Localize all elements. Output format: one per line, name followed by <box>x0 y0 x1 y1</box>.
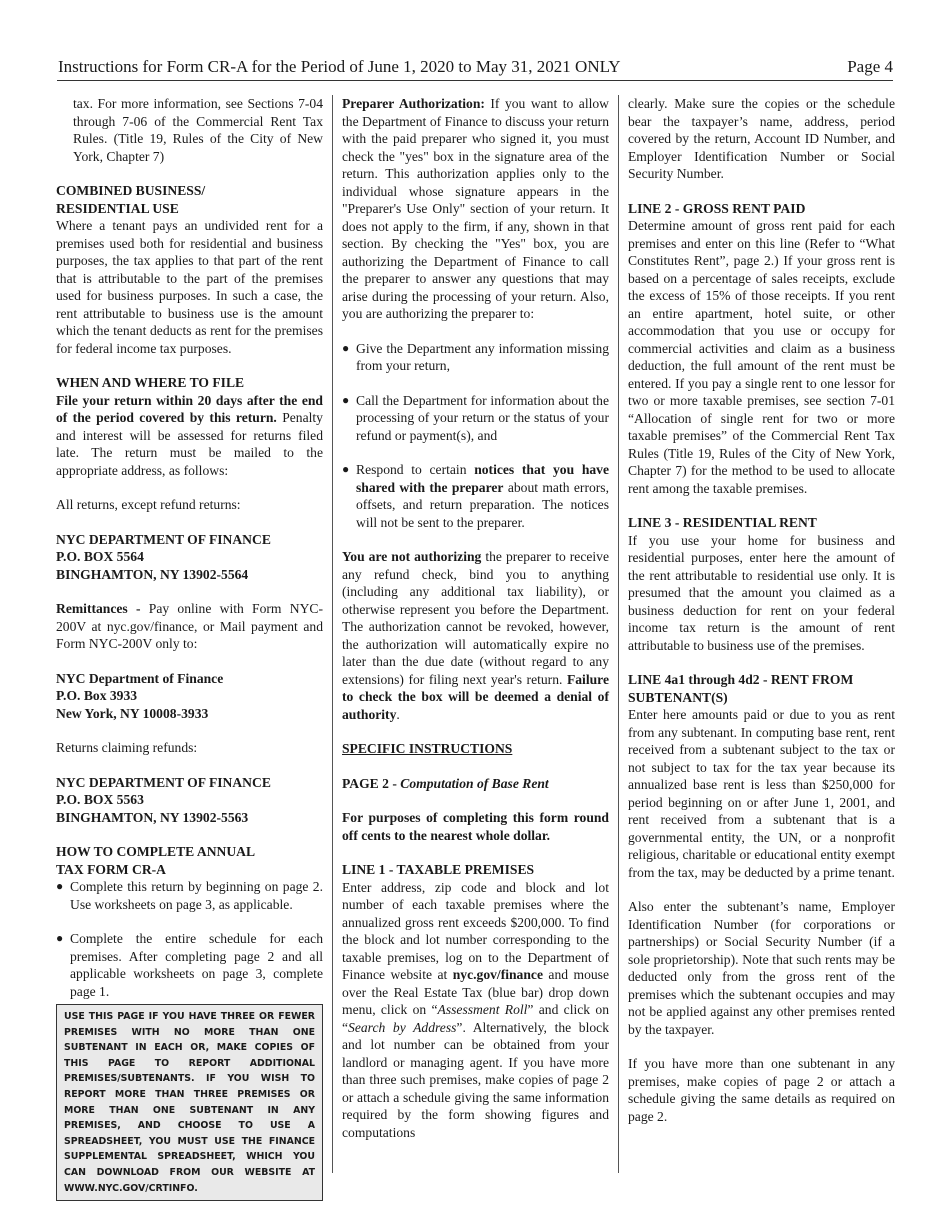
how-to-list <box>56 878 323 1000</box>
section-heading: HOW TO COMPLETE ANNUAL TAX FORM CR-A <box>56 844 256 877</box>
authorization-list <box>342 340 609 532</box>
line-1-paragraph: Enter address, zip code and block and lot number of each taxable premises where the annualized gross rent exceeds $200,000. To find the block and lot number corresponding to the taxable premises, log on to the Department of Finance website at nyc.gov/finance and mouse over the Real Estate Tax (blue bar) drop down menu, click on “Assessment Roll” and click on “Search by Address”. Alternatively, the block and lot number can be obtained from your landlord or managing agent. If you have more than three such premises, make copies of page 2 or attach a schedule giving the same information required by the form showing figures and computations <box>342 879 610 1140</box>
preparer-authorization-paragraph: Preparer Authorization: If you want to allow the Department of Finance to discuss your return with the paid preparer who signed it, you must check the "yes" box in the signature area of the return. This authorization applies only to the individual whose signature appears in the "Preparer's Use Only" section of your return. It does not apply to the firm, if any, shown in that section. By checking the "Yes" box, you are authorizing the Department of Finance to call the preparer to answer any questions that may arise during the processing of your return. Also, you are authorizing the preparer to: <box>342 96 609 321</box>
section-heading: LINE 2 - GROSS RENT PAID <box>628 200 806 216</box>
list-item: ● Call the Department for information about the processing of your return or the status of your refund or payment(s), and <box>342 392 609 445</box>
rounding-note: For purposes of completing this form round off cents to the nearest whole dollar. <box>342 810 609 843</box>
section-heading: WHEN AND WHERE TO FILE <box>56 375 245 390</box>
list-item: ● Complete this return by beginning on page 2. Use worksheets on page 3, as applicable. <box>56 878 323 913</box>
intro-paragraph: tax. For more information, see Sections 7-04 through 7-06 of the Commercial Rent Tax Rules. (Title 19, Rules of the City of New York, Chapter 7) <box>73 96 323 164</box>
all-returns-label: All returns, except refund returns: <box>56 497 241 512</box>
remittances-paragraph: Remittances - Pay online with Form NYC-200V at nyc.gov/finance, or Mail payment and Form NYC-200V only to: <box>56 601 323 651</box>
notice-box: USE THIS PAGE IF YOU HAVE THREE OR FEWER PREMISES WITH NO MORE THAN ONE SUBTENANT IN EACH OR, MAKE COPIES OF THIS PAGE TO REPORT ADDITIONAL PREMISES/SUBTENANTS. IF YOU WISH TO REPORT MORE THAN THREE PREMISES OR MORE THAN ONE SUBTENANT IN ANY PREMISES, AND CHOOSE TO USE A SPREADSHEET, YOU MUST USE THE FINANCE SUPPLEMENTAL SPREADSHEET, WHICH YOU CAN DOWNLOAD FROM OUR WEBSITE AT WWW.NYC.GOV/CRTINFO. <box>56 1004 323 1201</box>
specific-instructions-heading: SPECIFIC INSTRUCTIONS <box>342 741 513 756</box>
refunds-label: Returns claiming refunds: <box>56 740 198 755</box>
section-heading: LINE 4a1 through 4d2 - RENT FROM SUBTENANT(S) <box>628 672 854 705</box>
list-item: ● Complete the entire schedule for each premises. After completing page 2 and all applicable worksheets on page 3, complete page 1. <box>56 930 323 1000</box>
section-heading: COMBINED BUSINESS/ RESIDENTIAL USE <box>56 183 206 216</box>
continued-paragraph: clearly. Make sure the copies or the schedule bear the taxpayer’s name, address, period covered by the return, Account ID Number, and Employer Identification Number or Social Security Number. <box>628 96 895 181</box>
list-item: ● Respond to certain notices that you have shared with the preparer about math errors, offsets, and return preparation. The notices will not be sent to the preparer. <box>342 461 609 531</box>
line-3-paragraph: If you use your home for business and residential purposes, enter here the amount of the rent attributable to residential use only. It is presumed that the amount you claimed as a business deduction for rent on your federal income tax return is the amount of rent attributable to business use of the premises. <box>628 532 895 653</box>
document-title: Instructions for Form CR-A for the Period of June 1, 2020 to May 31, 2021 ONLY <box>58 57 621 76</box>
subtenant-paragraph: Also enter the subtenant’s name, Employer Identification Number (for corporations or partnerships) or Social Security Number (if a sole proprietorship). Note that such rents may be deducted only from the gross rent of the premises which the subtenant occupies and may not be applied against any other premises rented by the taxpayer. <box>628 899 895 1037</box>
column-3 <box>628 95 895 1142</box>
section-heading: LINE 3 - RESIDENTIAL RENT <box>628 515 817 530</box>
combined-use-paragraph: Where a tenant pays an undivided rent for a premises used both for residential and business purposes, the tax applies to that part of the rent that is attributable to the part of the premises used for business purposes. In such a case, the rent attributable to business use is the amount which the tenant deducts as rent for the premises for federal income tax purposes. <box>56 218 323 356</box>
page-2-heading: PAGE 2 - Computation of Base Rent <box>342 775 549 791</box>
multiple-subtenants-paragraph: If you have more than one subtenant in any premises, make copies of page 2 or attach a schedule giving the same details as required on page 2. <box>628 1056 895 1124</box>
not-authorizing-paragraph: You are not authorizing the preparer to receive any refund check, bind you to anything (including any additional tax liability), or otherwise represent you before the Department. The authorization cannot be revoked, however, the authorization will automatically expire no later than the due date (without regard to any extensions) for filing next year's return. Failure to check the box will be deemed a denial of authority. <box>342 549 609 722</box>
column-divider <box>332 95 333 1173</box>
mailing-address: NYC DEPARTMENT OF FINANCE P.O. BOX 5564 BINGHAMTON, NY 13902-5564 <box>56 531 271 582</box>
payment-address: NYC Department of Finance P.O. Box 3933 New York, NY 10008-3933 <box>56 670 224 721</box>
when-to-file-paragraph: File your return within 20 days after the end of the period covered by this return. Penalty and interest will be assessed for returns filed late. The return must be mailed to the appropriate address, as follows: <box>56 392 323 478</box>
column-1 <box>56 95 323 1201</box>
page-number: Page 4 <box>847 57 893 76</box>
page-header <box>57 56 893 81</box>
column-divider <box>618 95 619 1173</box>
line-2-paragraph: Determine amount of gross rent paid for each premises and enter on this line (Refer to “What Constitutes Rent”, page 2.) If your gross rent is based on a percentage of sales receipts, exclude the excess of 15% of those receipts. If you rent an entire apartment, hotel suite, or other accommodation that you use or occupy for commercial activities and claim as a business deduction, the full amount of the rent must be entered. If you pay a single rent to one lessor for two or more taxable premises, see section 7-01 “Allocation of single rent for two or more taxable premises” of the Commercial Rent Tax Rules (Title 19, Rules of the City of New York, Chapter 7) for the method to be used to allocate rent among the taxable premises. <box>628 218 895 496</box>
column-2 <box>342 95 609 1158</box>
refund-address: NYC DEPARTMENT OF FINANCE P.O. BOX 5563 BINGHAMTON, NY 13902-5563 <box>56 774 271 825</box>
list-item: ● Give the Department any information missing from your return, <box>342 340 609 375</box>
line-4-paragraph: Enter here amounts paid or due to you as rent from any subtenant. In computing base rent, rent received from a subtenant subject to the tax or not subject to tax for the tax year because its annualized base rent is less than $250,000 for period beginning on or after June 1, 2001, and rent received from a subtenant that is a governmental entity, the UN, or a nonprofit religious, charitable or educational entity exempt from the tax, may be deducted by a prime tenant. <box>628 707 895 880</box>
section-heading: LINE 1 - TAXABLE PREMISES <box>342 862 535 877</box>
